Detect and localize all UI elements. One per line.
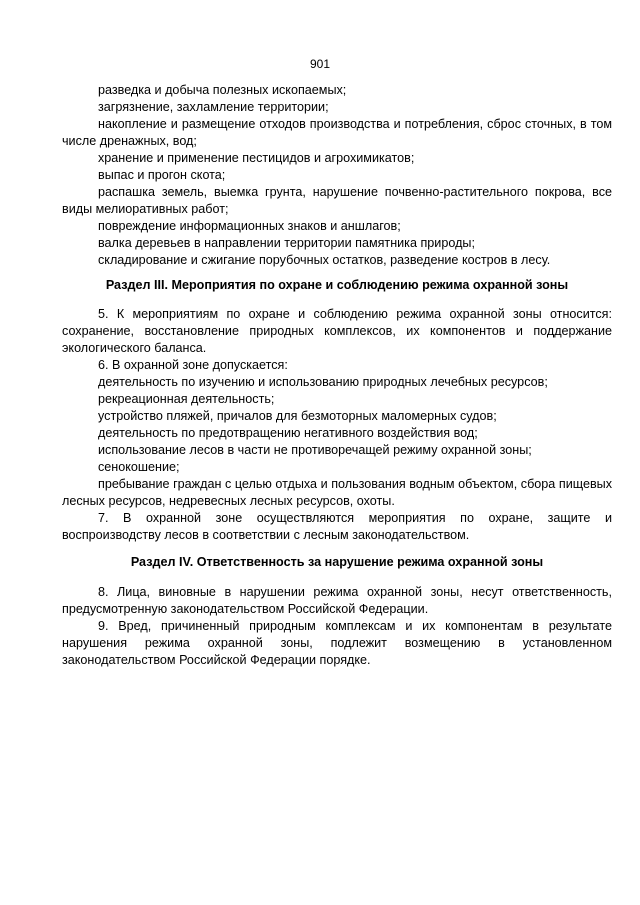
paragraph: распашка земель, выемка грунта, нарушение почвенно-растительного покрова, все виды мелиоративных работ; <box>62 185 612 216</box>
paragraph: валка деревьев в направлении территории памятника природы; <box>98 236 475 250</box>
paragraph: накопление и размещение отходов производства и потребления, сброс сточных, в том числе дренажных, вод; <box>62 117 612 148</box>
paragraph: деятельность по предотвращению негативного воздействия вод; <box>98 426 478 440</box>
paragraph: устройство пляжей, причалов для безмоторных маломерных судов; <box>98 409 497 423</box>
paragraph: 7. В охранной зоне осуществляются мероприятия по охране, защите и воспроизводству лесов в соответствии с лесным законодательством. <box>62 511 612 542</box>
paragraph: складирование и сжигание порубочных остатков, разведение костров в лесу. <box>98 253 551 267</box>
paragraph: загрязнение, захламление территории; <box>98 100 329 114</box>
page-number: 901 <box>309 57 331 71</box>
paragraph: 8. Лица, виновные в нарушении режима охранной зоны, несут ответственность, предусмотренную законодательством Российской Федерации. <box>62 585 612 616</box>
paragraph: 9. Вред, причиненный природным комплексам и их компонентам в результате нарушения режима охранной зоны, подлежит возмещению в установленном законодательством Российской Федерации порядке. <box>62 619 612 667</box>
document-body <box>62 82 612 669</box>
paragraph: деятельность по изучению и использованию природных лечебных ресурсов; <box>98 375 548 389</box>
paragraph: 6. В охранной зоне допускается: <box>98 358 288 372</box>
paragraph: 5. К мероприятиям по охране и соблюдению режима охранной зоны относится: сохранение, восстановление природных комплексов, их компонентов и поддержание экологического баланса. <box>62 307 612 355</box>
paragraph: использование лесов в части не противоречащей режиму охранной зоны; <box>98 443 532 457</box>
section-heading-3: Раздел III. Мероприятия по охране и соблюдению режима охранной зоны <box>105 278 569 292</box>
paragraph: повреждение информационных знаков и аншлагов; <box>98 219 401 233</box>
paragraph: пребывание граждан с целью отдыха и пользования водным объектом, сбора пищевых лесных ресурсов, недревесных лесных ресурсов, охоты. <box>62 477 612 508</box>
paragraph: сенокошение; <box>98 460 180 474</box>
paragraph: рекреационная деятельность; <box>98 392 275 406</box>
paragraph: разведка и добыча полезных ископаемых; <box>98 83 347 97</box>
section-heading-4: Раздел IV. Ответственность за нарушение режима охранной зоны <box>130 555 544 569</box>
paragraph: выпас и прогон скота; <box>98 168 226 182</box>
paragraph: хранение и применение пестицидов и агрохимикатов; <box>98 151 415 165</box>
